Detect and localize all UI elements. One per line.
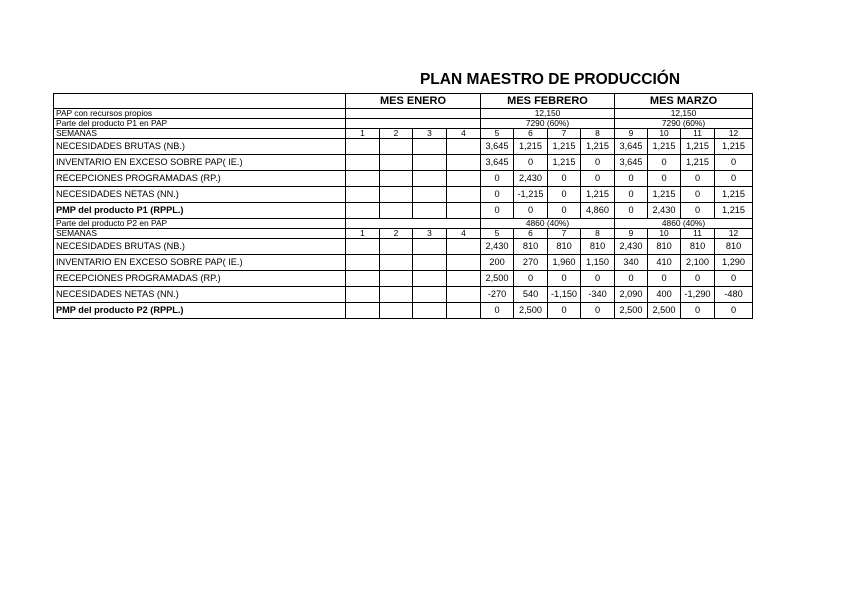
- table-cell: 1,215: [514, 139, 548, 155]
- table-cell: -1,150: [548, 287, 581, 303]
- month-value: [346, 219, 481, 229]
- table-cell: 1,215: [548, 139, 581, 155]
- table-cell: [413, 187, 447, 203]
- table-cell: 540: [514, 287, 548, 303]
- table-cell: [447, 203, 481, 219]
- table-cell: 2,500: [648, 303, 681, 319]
- table-cell: 0: [581, 155, 615, 171]
- table-cell: -270: [481, 287, 514, 303]
- table-cell: 810: [514, 239, 548, 255]
- table-cell: 0: [514, 203, 548, 219]
- table-cell: 3,645: [615, 155, 648, 171]
- table-cell: 3,645: [481, 139, 514, 155]
- table-cell: 0: [581, 303, 615, 319]
- table-cell: 2,430: [514, 171, 548, 187]
- page-title: PLAN MAESTRO DE PRODUCCIÓN: [419, 71, 681, 88]
- table-cell: 400: [648, 287, 681, 303]
- row-label: Parte del producto P2 en PAP: [54, 219, 346, 229]
- table-cell: [346, 271, 380, 287]
- table-cell: [380, 187, 413, 203]
- table-cell: 1,215: [648, 139, 681, 155]
- table-cell: 0: [581, 171, 615, 187]
- p2-row: [54, 303, 753, 319]
- row-label: NECESIDADES BRUTAS (NB.): [54, 239, 346, 255]
- table-cell: [413, 303, 447, 319]
- production-plan-table: [53, 93, 753, 319]
- table-cell: [346, 187, 380, 203]
- table-cell: 2,100: [681, 255, 715, 271]
- row-label: NECESIDADES NETAS (NN.): [54, 287, 346, 303]
- p2-row: [54, 239, 753, 255]
- week-number: 12: [715, 229, 753, 239]
- table-cell: 0: [715, 155, 753, 171]
- table-cell: 810: [581, 239, 615, 255]
- month-value: 12,150: [481, 109, 615, 119]
- p2-part-row: [54, 219, 753, 229]
- table-cell: 3,645: [615, 139, 648, 155]
- month-value: 7290 (60%): [615, 119, 753, 129]
- week-number: 9: [615, 229, 648, 239]
- p2-row: [54, 255, 753, 271]
- month-value: 12,150: [615, 109, 753, 119]
- table-cell: [346, 239, 380, 255]
- table-cell: [346, 303, 380, 319]
- week-number: 12: [715, 129, 753, 139]
- row-label: PAP con recursos propios: [54, 109, 346, 119]
- table-cell: [447, 239, 481, 255]
- table-cell: [346, 139, 380, 155]
- table-cell: 0: [681, 271, 715, 287]
- month-header-row: [54, 94, 753, 109]
- week-number: 10: [648, 129, 681, 139]
- table-cell: 1,215: [715, 187, 753, 203]
- table-cell: 810: [548, 239, 581, 255]
- table-cell: 1,215: [581, 187, 615, 203]
- p2-row: [54, 287, 753, 303]
- table-cell: 0: [681, 303, 715, 319]
- table-cell: 0: [715, 303, 753, 319]
- week-number: 8: [581, 129, 615, 139]
- table-cell: [380, 203, 413, 219]
- table-cell: 810: [715, 239, 753, 255]
- table-cell: -340: [581, 287, 615, 303]
- table-cell: [413, 203, 447, 219]
- table-cell: [346, 171, 380, 187]
- table-cell: [346, 155, 380, 171]
- row-label: NECESIDADES BRUTAS (NB.): [54, 139, 346, 155]
- table-cell: 1,150: [581, 255, 615, 271]
- table-cell: 0: [648, 155, 681, 171]
- table-cell: 0: [481, 303, 514, 319]
- row-label: NECESIDADES NETAS (NN.): [54, 187, 346, 203]
- table-cell: 0: [581, 271, 615, 287]
- table-cell: [413, 255, 447, 271]
- row-label: SEMANAS: [54, 229, 346, 239]
- table-cell: [413, 287, 447, 303]
- week-number: 6: [514, 129, 548, 139]
- p1-row: [54, 139, 753, 155]
- month-header: MES MARZO: [615, 94, 753, 109]
- month-value: 4860 (40%): [615, 219, 753, 229]
- p1-part-row: [54, 119, 753, 129]
- table-cell: 1,215: [548, 155, 581, 171]
- table-cell: 1,215: [648, 187, 681, 203]
- table-cell: 0: [548, 187, 581, 203]
- table-cell: [413, 155, 447, 171]
- row-label: RECEPCIONES PROGRAMADAS (RP.): [54, 171, 346, 187]
- month-value: 7290 (60%): [481, 119, 615, 129]
- table-cell: 1,960: [548, 255, 581, 271]
- week-number: 7: [548, 129, 581, 139]
- week-number: 5: [481, 129, 514, 139]
- table-cell: 0: [548, 271, 581, 287]
- row-label: RECEPCIONES PROGRAMADAS (RP.): [54, 271, 346, 287]
- month-value: [346, 119, 481, 129]
- week-number: 9: [615, 129, 648, 139]
- week-number: 1: [346, 129, 380, 139]
- table-cell: 1,215: [715, 203, 753, 219]
- table-cell: -1,215: [514, 187, 548, 203]
- table-cell: [447, 271, 481, 287]
- table-cell: [380, 239, 413, 255]
- table-cell: 1,215: [681, 155, 715, 171]
- table-cell: 4,860: [581, 203, 615, 219]
- table-cell: 0: [681, 171, 715, 187]
- table-cell: [447, 139, 481, 155]
- table-cell: 1,215: [581, 139, 615, 155]
- table-cell: [413, 271, 447, 287]
- week-number: 7: [548, 229, 581, 239]
- table-cell: [413, 139, 447, 155]
- table-cell: 0: [548, 303, 581, 319]
- row-label: PMP del producto P2 (RPPL.): [54, 303, 346, 319]
- table-cell: [380, 139, 413, 155]
- p2-row: [54, 271, 753, 287]
- table-cell: [380, 303, 413, 319]
- table-cell: [447, 187, 481, 203]
- week-number: 4: [447, 229, 481, 239]
- table-cell: 270: [514, 255, 548, 271]
- row-label: INVENTARIO EN EXCESO SOBRE PAP( IE.): [54, 155, 346, 171]
- table-cell: 0: [548, 171, 581, 187]
- table-cell: [380, 155, 413, 171]
- table-cell: [346, 255, 380, 271]
- table-cell: [346, 287, 380, 303]
- table-cell: -480: [715, 287, 753, 303]
- table-cell: 2,090: [615, 287, 648, 303]
- week-number: 5: [481, 229, 514, 239]
- table-cell: 0: [648, 271, 681, 287]
- month-value: [346, 109, 481, 119]
- table-cell: [447, 303, 481, 319]
- table-cell: [413, 239, 447, 255]
- table-cell: [413, 171, 447, 187]
- row-label: PMP del producto P1 (RPPL.): [54, 203, 346, 219]
- row-label: Parte del producto P1 en PAP: [54, 119, 346, 129]
- p1-row: [54, 171, 753, 187]
- table-cell: 0: [681, 203, 715, 219]
- table-cell: 2,500: [481, 271, 514, 287]
- table-cell: 0: [615, 271, 648, 287]
- row-label: SEMANAS: [54, 129, 346, 139]
- week-number: 3: [413, 229, 447, 239]
- table-cell: 0: [715, 171, 753, 187]
- table-cell: [447, 171, 481, 187]
- month-value: 4860 (40%): [481, 219, 615, 229]
- table-cell: 2,430: [615, 239, 648, 255]
- table-cell: 200: [481, 255, 514, 271]
- month-header: MES FEBRERO: [481, 94, 615, 109]
- pap-row: [54, 109, 753, 119]
- weeks-row-p2: [54, 229, 753, 239]
- table-cell: 0: [481, 203, 514, 219]
- table-cell: 410: [648, 255, 681, 271]
- table-cell: [447, 255, 481, 271]
- table-cell: 0: [481, 171, 514, 187]
- table-cell: 0: [514, 155, 548, 171]
- week-number: 8: [581, 229, 615, 239]
- table-cell: 2,500: [615, 303, 648, 319]
- month-header: MES ENERO: [346, 94, 481, 109]
- week-number: 11: [681, 229, 715, 239]
- week-number: 2: [380, 229, 413, 239]
- table-cell: 0: [615, 187, 648, 203]
- table-cell: 2,430: [648, 203, 681, 219]
- table-cell: 0: [548, 203, 581, 219]
- table-cell: 0: [648, 171, 681, 187]
- table-cell: 0: [615, 203, 648, 219]
- table-cell: 3,645: [481, 155, 514, 171]
- table-cell: 1,215: [715, 139, 753, 155]
- table-cell: [380, 171, 413, 187]
- table-cell: 810: [648, 239, 681, 255]
- p1-row: [54, 203, 753, 219]
- week-number: 1: [346, 229, 380, 239]
- table-cell: [380, 287, 413, 303]
- table-cell: [447, 287, 481, 303]
- table-cell: [447, 155, 481, 171]
- week-number: 6: [514, 229, 548, 239]
- table-cell: [380, 271, 413, 287]
- week-number: 10: [648, 229, 681, 239]
- week-number: 4: [447, 129, 481, 139]
- table-cell: 0: [481, 187, 514, 203]
- table-cell: 2,430: [481, 239, 514, 255]
- table-cell: 2,500: [514, 303, 548, 319]
- table-cell: [380, 255, 413, 271]
- table-cell: -1,290: [681, 287, 715, 303]
- weeks-row-p1: [54, 129, 753, 139]
- p1-row: [54, 155, 753, 171]
- month-header-blank: [54, 94, 346, 109]
- week-number: 11: [681, 129, 715, 139]
- table-cell: 0: [715, 271, 753, 287]
- row-label: INVENTARIO EN EXCESO SOBRE PAP( IE.): [54, 255, 346, 271]
- table-cell: 340: [615, 255, 648, 271]
- p1-row: [54, 187, 753, 203]
- table-cell: 0: [681, 187, 715, 203]
- table-cell: 1,215: [681, 139, 715, 155]
- week-number: 3: [413, 129, 447, 139]
- table-cell: [346, 203, 380, 219]
- table-cell: 810: [681, 239, 715, 255]
- table-cell: 0: [615, 171, 648, 187]
- table-cell: 1,290: [715, 255, 753, 271]
- table-cell: 0: [514, 271, 548, 287]
- week-number: 2: [380, 129, 413, 139]
